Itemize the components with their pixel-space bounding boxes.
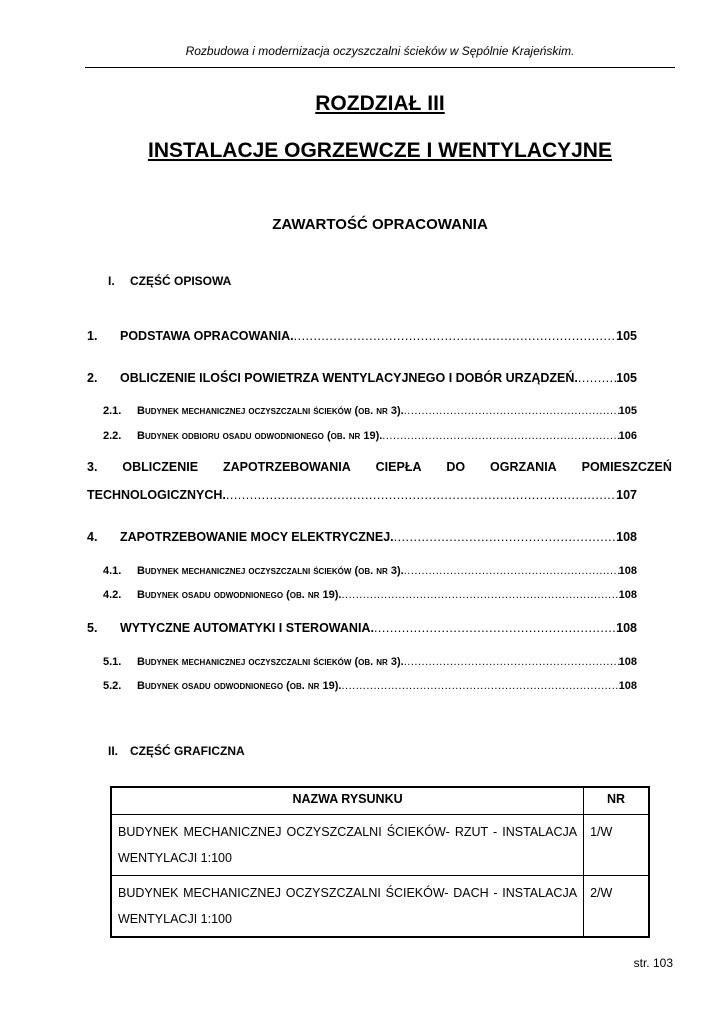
toc-page: 105 [616, 371, 637, 385]
toc-word: DO [446, 460, 466, 474]
toc-number: 2.1. [103, 405, 122, 417]
toc-entry-4-1[interactable] [103, 563, 637, 579]
drawing-name: BUDYNEK MECHANICZNEJ OCZYSZCZALNI ŚCIEKÓW- RZUT - INSTALACJA WENTYLACJI 1:100 [111, 815, 584, 876]
part-1-title: CZĘŚĆ OPISOWA [130, 274, 232, 288]
toc-number: 3. [87, 460, 98, 474]
toc-page: 105 [616, 329, 637, 343]
toc-entry-4[interactable] [87, 529, 637, 545]
toc-entry-1[interactable] [87, 328, 637, 344]
toc-leader [404, 654, 619, 670]
toc-page: 108 [616, 621, 637, 635]
drawings-table [110, 786, 650, 938]
toc-page: 106 [618, 430, 637, 442]
toc-word: OGRZANIA [490, 460, 557, 474]
toc-title: Budynek mechanicznej oczyszczalni ścieków (ob. nr 3). [137, 565, 404, 577]
toc-entry-3-second-line[interactable] [87, 487, 637, 503]
column-header-name: NAZWA RYSUNKU [111, 787, 584, 815]
toc-leader [226, 487, 616, 503]
toc-entry-2-2[interactable] [103, 428, 637, 444]
toc-leader [374, 620, 616, 636]
toc-leader [341, 587, 618, 603]
toc-page: 105 [618, 405, 637, 417]
toc-entry-5-2[interactable] [103, 678, 637, 694]
drawing-number: 2/W [584, 876, 649, 938]
table-row[interactable] [111, 815, 649, 876]
toc-page: 108 [618, 589, 637, 601]
part-2-number: II. [108, 744, 119, 758]
toc-page: 108 [618, 565, 637, 577]
toc-page: 108 [616, 530, 637, 544]
toc-entry-2-1[interactable] [103, 403, 637, 419]
table-row[interactable] [111, 876, 649, 938]
toc-number: 5.2. [103, 680, 122, 692]
chapter-subtitle: INSTALACJE OGRZEWCZE I WENTYLACYJNE [148, 139, 612, 162]
toc-title: Budynek osadu odwodnionego (ob. nr 19). [137, 589, 342, 601]
toc-number: 4.1. [103, 565, 122, 577]
toc-leader [404, 563, 619, 579]
toc-number: 2.2. [103, 430, 122, 442]
toc-page: 108 [618, 680, 637, 692]
toc-title: ZAPOTRZEBOWANIE MOCY ELEKTRYCZNEJ. [120, 530, 394, 544]
toc-entry-5-1[interactable] [103, 654, 637, 670]
toc-word: POMIESZCZEŃ [581, 460, 672, 474]
toc-leader [294, 328, 617, 344]
toc-word: ZAPOTRZEBOWANIA [222, 460, 351, 474]
column-header-nr: NR [584, 787, 649, 815]
part-1-number: I. [108, 274, 115, 288]
toc-number: 4.2. [103, 589, 122, 601]
toc-leader [578, 370, 616, 386]
toc-title: TECHNOLOGICZNYCH. [87, 488, 226, 502]
toc-entry-3-first-line[interactable] [87, 460, 672, 474]
toc-title: Budynek mechanicznej oczyszczalni ścieków (ob. nr 3). [137, 405, 404, 417]
toc-leader [404, 403, 619, 419]
toc-number: 5. [87, 621, 98, 635]
drawing-number: 1/W [584, 815, 649, 876]
toc-leader [341, 678, 618, 694]
chapter-title: ROZDZIAŁ III [315, 92, 445, 115]
header-divider [85, 67, 675, 68]
part-1-heading [108, 274, 231, 288]
toc-number: 4. [87, 530, 98, 544]
part-2-title: CZĘŚĆ GRAFICZNA [130, 744, 245, 758]
toc-page: 108 [618, 656, 637, 668]
contents-title: ZAWARTOŚĆ OPRACOWANIA [272, 216, 488, 233]
toc-title: Budynek osadu odwodnionego (ob. nr 19). [137, 680, 342, 692]
toc-title: Budynek odbioru osadu odwodnionego (ob. nr 19). [137, 430, 383, 442]
toc-page: 107 [616, 488, 637, 502]
table-header-row [111, 787, 649, 815]
part-2-heading [108, 744, 245, 758]
toc-entry-5[interactable] [87, 620, 637, 636]
toc-title: WYTYCZNE AUTOMATYKI I STEROWANIA. [120, 621, 374, 635]
toc-number: 1. [87, 329, 98, 343]
toc-number: 2. [87, 371, 98, 385]
toc-number: 5.1. [103, 656, 122, 668]
toc-leader [394, 529, 617, 545]
toc-leader [382, 428, 618, 444]
toc-entry-2[interactable] [87, 370, 637, 386]
toc-title: OBLICZENIE ILOŚCI POWIETRZA WENTYLACYJNEGO I DOBÓR URZĄDZEŃ. [120, 371, 578, 385]
toc-title: Budynek mechanicznej oczyszczalni ścieków (ob. nr 3). [137, 656, 404, 668]
toc-title: PODSTAWA OPRACOWANIA. [120, 329, 294, 343]
toc-word: OBLICZENIE [122, 460, 199, 474]
toc-word: CIEPŁA [375, 460, 422, 474]
running-header: Rozbudowa i modernizacja oczyszczalni ścieków w Sępólnie Krajeńskim. [185, 44, 575, 58]
toc-entry-4-2[interactable] [103, 587, 637, 603]
drawing-name: BUDYNEK MECHANICZNEJ OCZYSZCZALNI ŚCIEKÓW- DACH - INSTALACJA WENTYLACJI 1:100 [111, 876, 584, 938]
page-number: str. 103 [633, 956, 673, 970]
